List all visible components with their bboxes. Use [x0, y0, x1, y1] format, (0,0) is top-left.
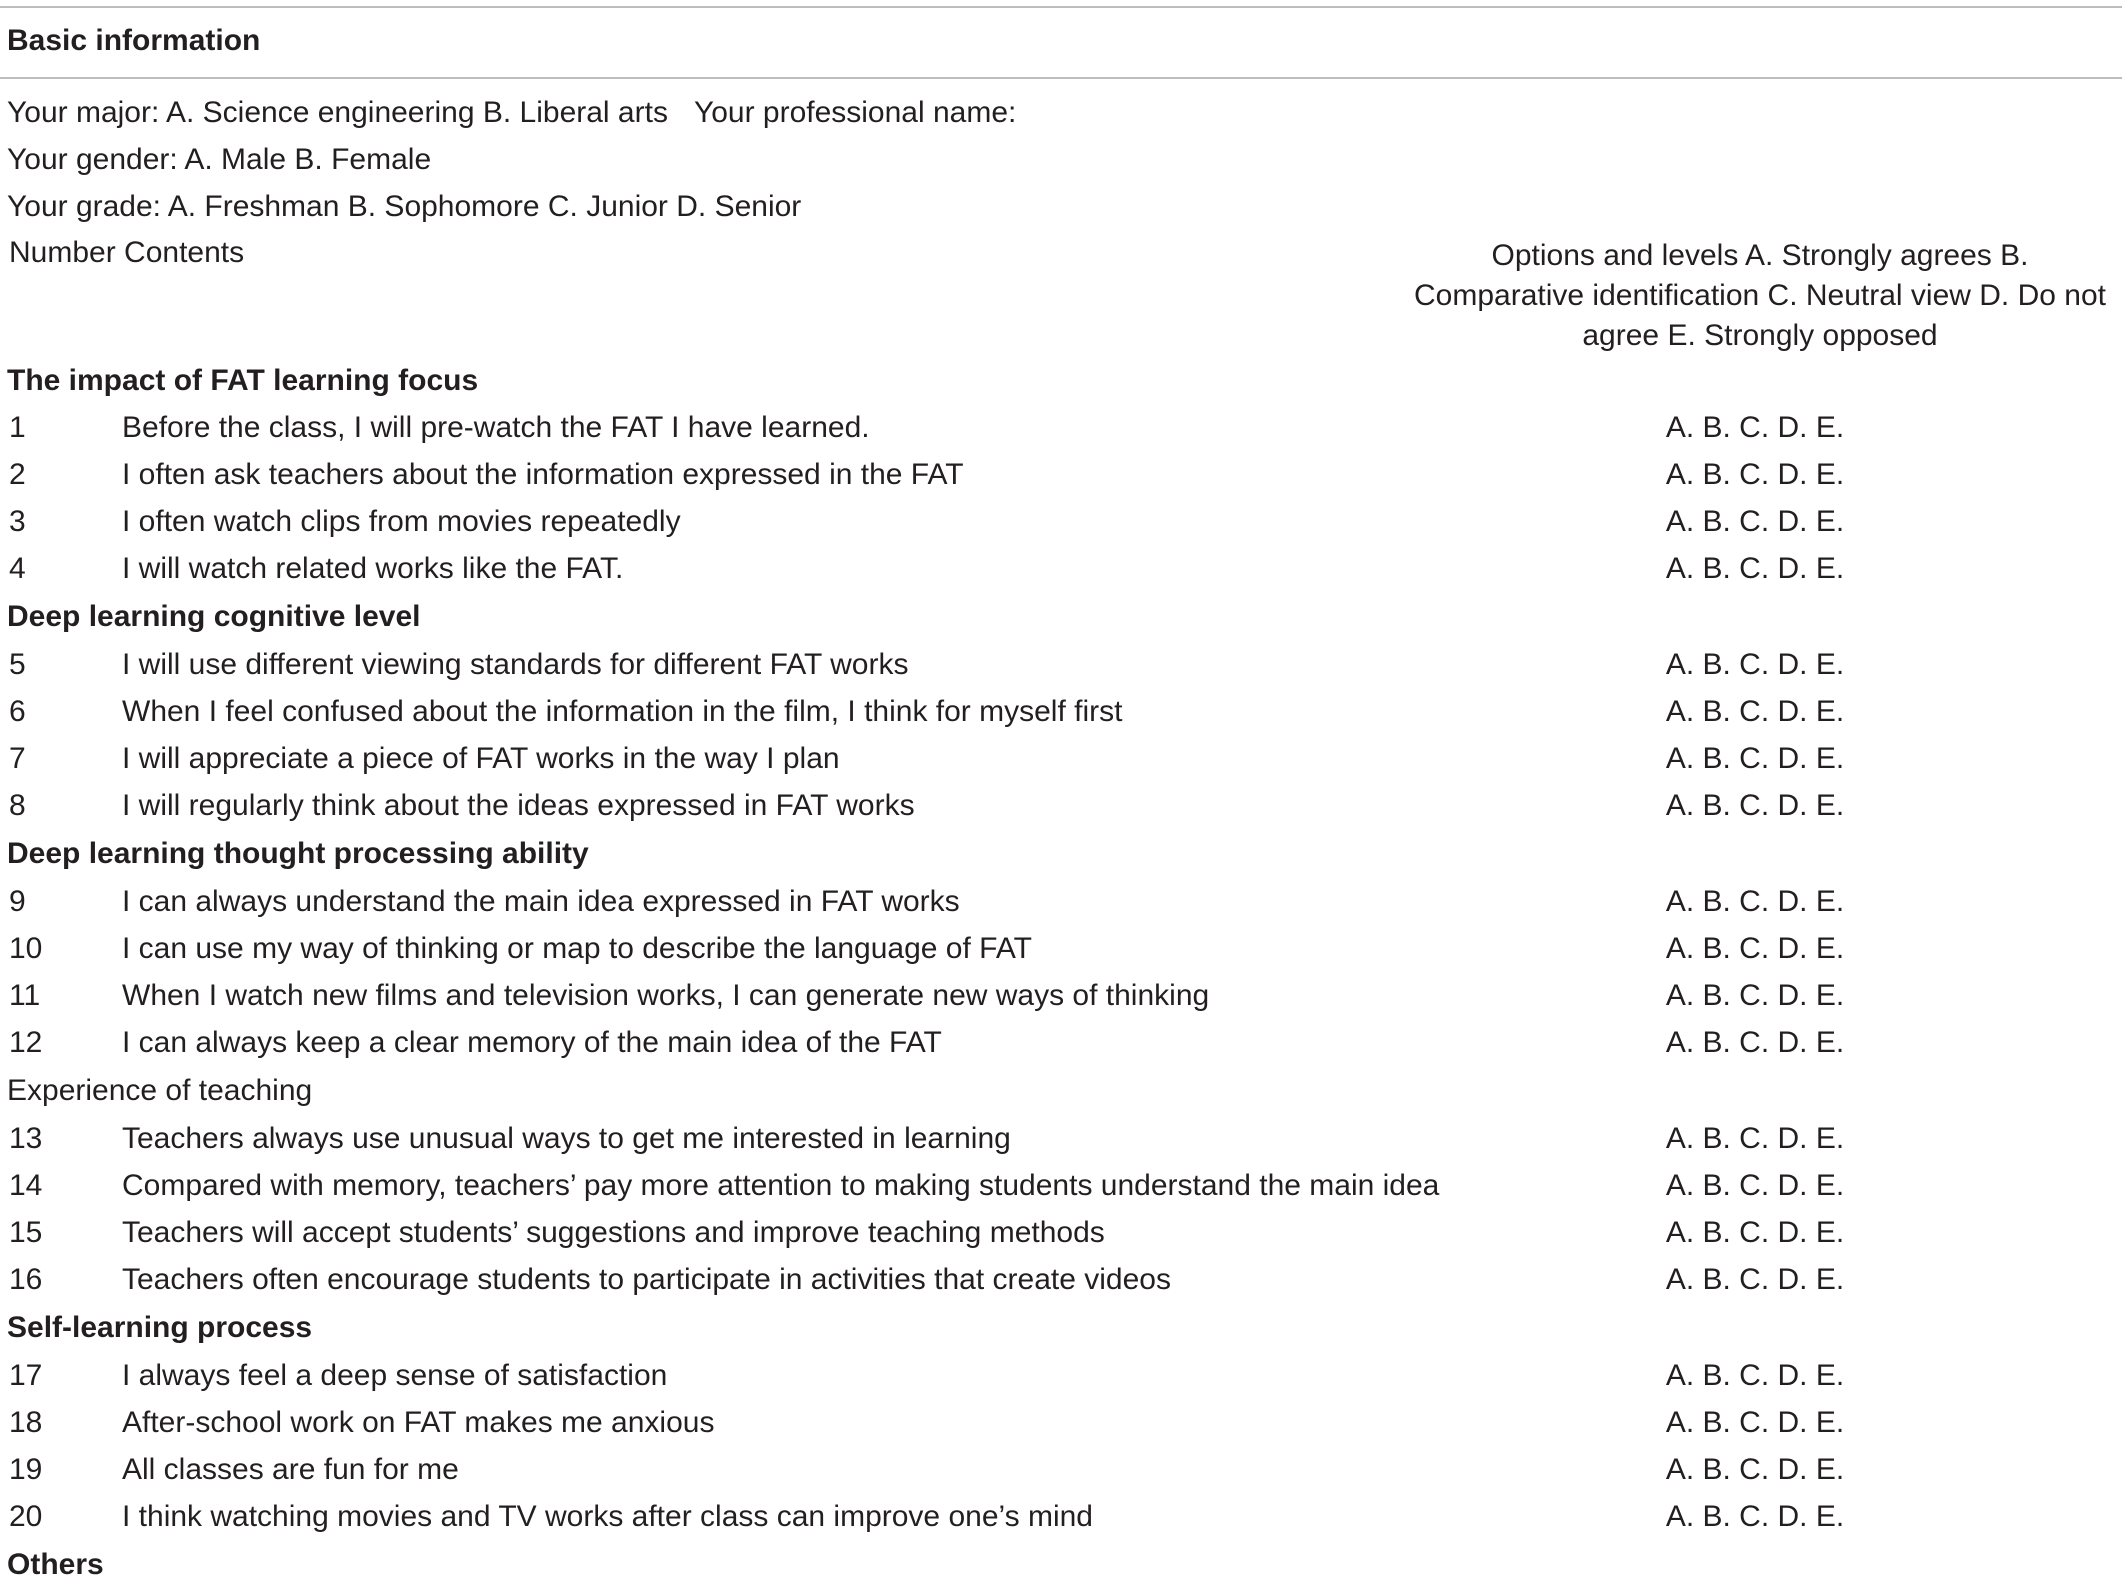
- table-row: [0, 1359, 2122, 1399]
- table-row: [0, 1169, 2122, 1209]
- table-row: [0, 979, 2122, 1019]
- item-options: A. B. C. D. E.: [1665, 885, 1845, 918]
- grade-question: Your grade: A. Freshman B. Sophomore C. Junior D. Senior: [7, 190, 802, 223]
- item-number: 16: [9, 1263, 43, 1296]
- table-row: [0, 505, 2122, 545]
- table-row: [0, 789, 2122, 829]
- table-row: [0, 1122, 2122, 1162]
- item-options: A. B. C. D. E.: [1665, 1359, 1845, 1392]
- item-number: 5: [9, 648, 26, 681]
- item-options: A. B. C. D. E.: [1665, 505, 1845, 538]
- options-header: Options and levels A. Strongly agrees B. Comparative identification C. Neutral view D. Do not agree E. Strongly opposed: [1414, 239, 2106, 352]
- major-line: [7, 96, 1016, 130]
- item-number: 14: [9, 1169, 43, 1202]
- item-number: 4: [9, 552, 26, 585]
- title-rule: [0, 77, 2122, 79]
- item-text: When I feel confused about the information in the film, I think for myself first: [122, 695, 1123, 728]
- item-number: 3: [9, 505, 26, 538]
- item-options: A. B. C. D. E.: [1665, 742, 1845, 775]
- table-row: [0, 695, 2122, 735]
- item-options: A. B. C. D. E.: [1665, 695, 1845, 728]
- item-number: 7: [9, 742, 26, 775]
- table-row: [0, 885, 2122, 925]
- item-options: A. B. C. D. E.: [1665, 1406, 1845, 1439]
- section-title: The impact of FAT learning focus: [7, 364, 479, 397]
- item-text: I think watching movies and TV works after class can improve one’s mind: [122, 1500, 1093, 1533]
- item-text: I always feel a deep sense of satisfaction: [122, 1359, 668, 1392]
- item-text: All classes are fun for me: [122, 1453, 459, 1486]
- item-options: A. B. C. D. E.: [1665, 1453, 1845, 1486]
- table-row: [0, 932, 2122, 972]
- item-number: 13: [9, 1122, 43, 1155]
- item-options: A. B. C. D. E.: [1665, 932, 1845, 965]
- item-text: After-school work on FAT makes me anxious: [122, 1406, 715, 1439]
- item-options: A. B. C. D. E.: [1665, 1122, 1845, 1155]
- section-title: Deep learning thought processing ability: [7, 837, 589, 870]
- item-number: 1: [9, 411, 26, 444]
- item-text: I will appreciate a piece of FAT works in the way I plan: [122, 742, 840, 775]
- table-row: [0, 1406, 2122, 1446]
- table-row: [0, 1263, 2122, 1303]
- item-options: A. B. C. D. E.: [1665, 979, 1845, 1012]
- table-row: [0, 411, 2122, 451]
- item-options: A. B. C. D. E.: [1665, 1169, 1845, 1202]
- item-text: Before the class, I will pre-watch the FAT I have learned.: [122, 411, 870, 444]
- item-number: 6: [9, 695, 26, 728]
- major-question: Your major: A. Science engineering B. Liberal arts: [7, 96, 668, 129]
- table-row: [0, 552, 2122, 592]
- number-contents-header: Number Contents: [9, 236, 245, 269]
- item-options: A. B. C. D. E.: [1665, 648, 1845, 681]
- table-row: [0, 1026, 2122, 1066]
- item-text: I will use different viewing standards for different FAT works: [122, 648, 909, 681]
- section-title: Deep learning cognitive level: [7, 600, 421, 633]
- item-options: A. B. C. D. E.: [1665, 411, 1845, 444]
- item-options: A. B. C. D. E.: [1665, 1216, 1845, 1249]
- item-number: 9: [9, 885, 26, 918]
- gender-question: Your gender: A. Male B. Female: [7, 143, 432, 176]
- item-text: When I watch new films and television works, I can generate new ways of thinking: [122, 979, 1210, 1012]
- table-row: [0, 1500, 2122, 1540]
- item-text: Teachers always use unusual ways to get me interested in learning: [122, 1122, 1011, 1155]
- section-title: Others: [7, 1548, 104, 1581]
- item-number: 15: [9, 1216, 43, 1249]
- table-row: [0, 1453, 2122, 1493]
- item-text: Teachers often encourage students to participate in activities that create videos: [122, 1263, 1171, 1296]
- table-title: Basic information: [7, 24, 261, 57]
- item-number: 19: [9, 1453, 43, 1486]
- item-text: I often watch clips from movies repeatedly: [122, 505, 681, 538]
- item-number: 10: [9, 932, 43, 965]
- table-row: [0, 458, 2122, 498]
- item-number: 8: [9, 789, 26, 822]
- item-text: I can use my way of thinking or map to describe the language of FAT: [122, 932, 1032, 965]
- item-number: 17: [9, 1359, 43, 1392]
- item-number: 2: [9, 458, 26, 491]
- item-number: 20: [9, 1500, 43, 1533]
- section-title: Self-learning process: [7, 1311, 313, 1344]
- item-options: A. B. C. D. E.: [1665, 1500, 1845, 1533]
- section-title: Experience of teaching: [7, 1074, 313, 1107]
- table-row: [0, 648, 2122, 688]
- item-number: 18: [9, 1406, 43, 1439]
- item-options: A. B. C. D. E.: [1665, 552, 1845, 585]
- item-options: A. B. C. D. E.: [1665, 1026, 1845, 1059]
- item-options: A. B. C. D. E.: [1665, 1263, 1845, 1296]
- item-options: A. B. C. D. E.: [1665, 789, 1845, 822]
- item-number: 12: [9, 1026, 43, 1059]
- item-text: Compared with memory, teachers’ pay more attention to making students understand the main idea: [122, 1169, 1440, 1202]
- table-row: [0, 742, 2122, 782]
- item-number: 11: [9, 979, 41, 1012]
- item-text: I can always keep a clear memory of the main idea of the FAT: [122, 1026, 942, 1059]
- item-text: I will watch related works like the FAT.: [122, 552, 624, 585]
- item-text: I can always understand the main idea expressed in FAT works: [122, 885, 960, 918]
- item-text: Teachers will accept students’ suggestions and improve teaching methods: [122, 1216, 1105, 1249]
- item-text: I often ask teachers about the information expressed in the FAT: [122, 458, 964, 491]
- top-rule: [0, 6, 2122, 8]
- table-row: [0, 1216, 2122, 1256]
- item-options: A. B. C. D. E.: [1665, 458, 1845, 491]
- item-text: I will regularly think about the ideas expressed in FAT works: [122, 789, 915, 822]
- professional-name-question: Your professional name:: [693, 96, 1017, 129]
